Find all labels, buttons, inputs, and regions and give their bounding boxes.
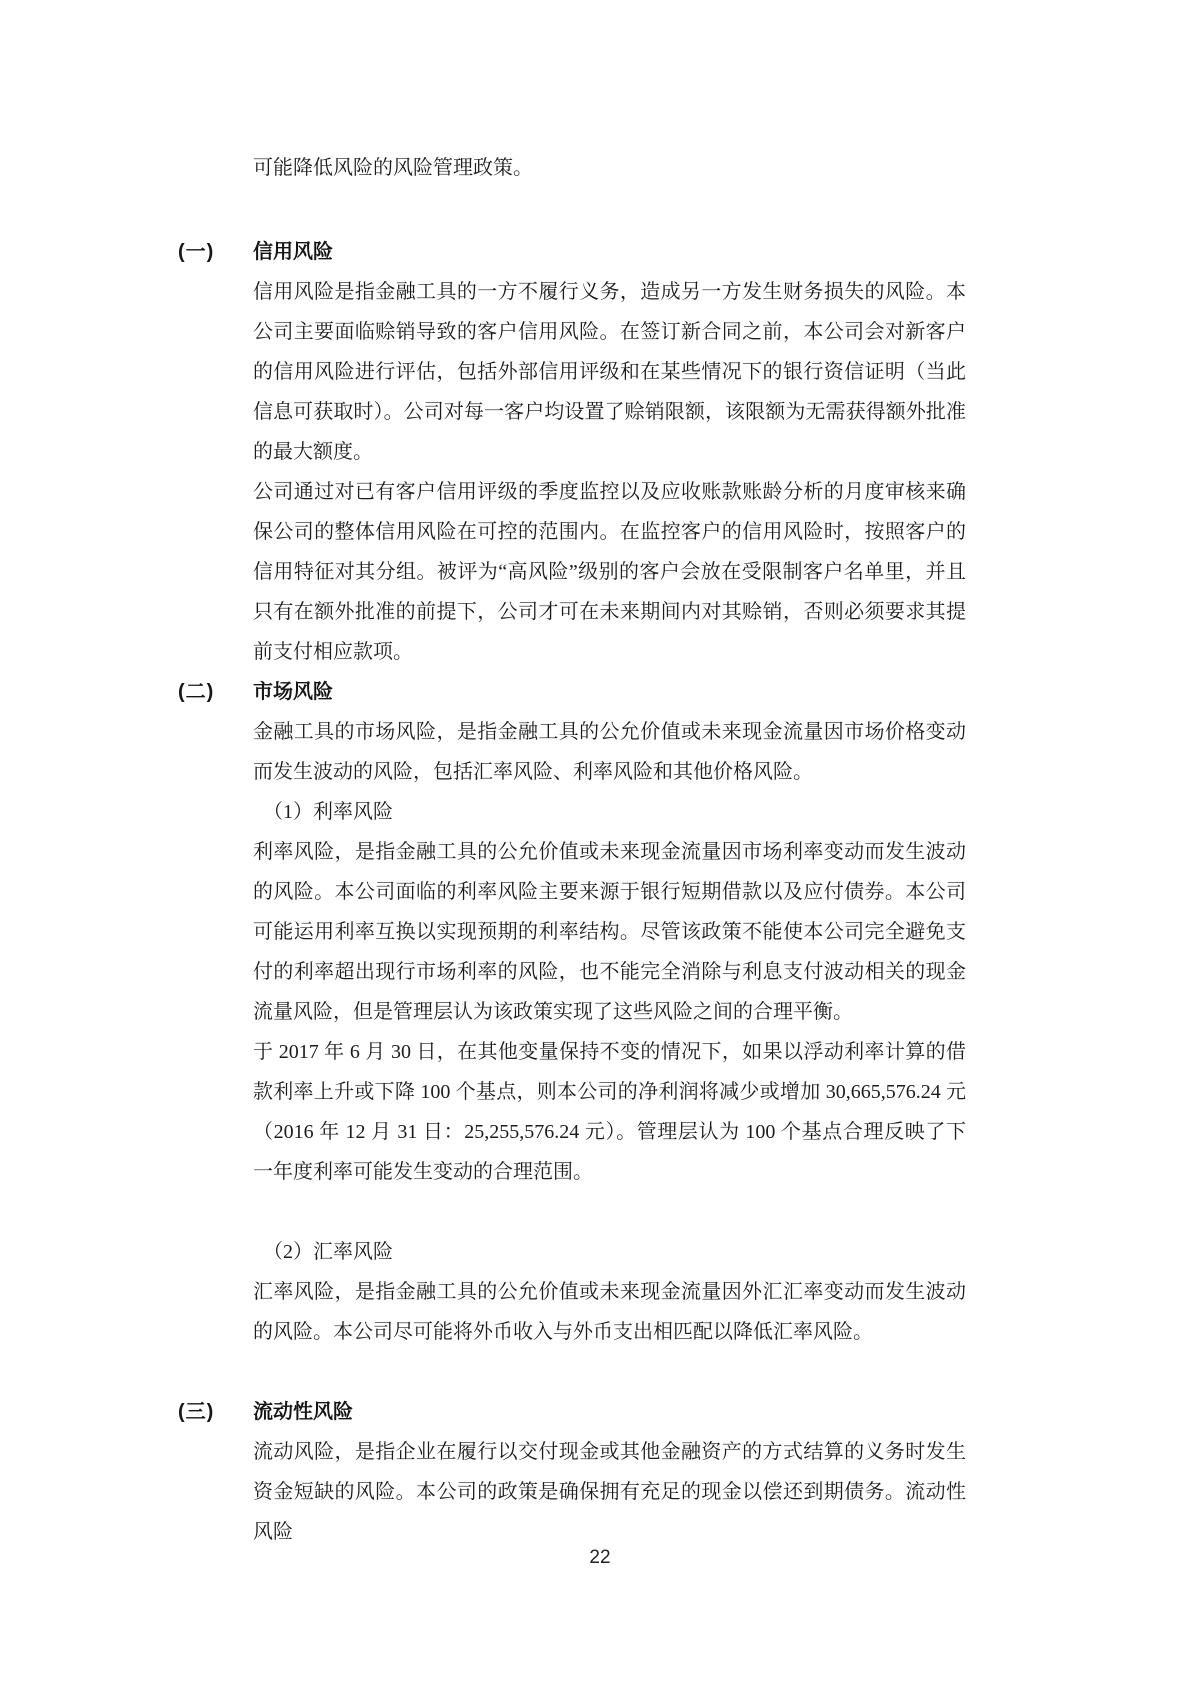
interest-rate-risk-paragraph-1: 利率风险，是指金融工具的公允价值或未来现金流量因市场利率变动而发生波动的风险。本公司面临的利率风险主要来源于银行短期借款以及应付债券。本公司可能运用利率互换以实现预期的利率结构。尽管该政策不能使本公司完全避免支付的利率超出现行市场利率的风险，也不能完全消除与利息支付波动相关的现金流量风险，但是管理层认为该政策实现了这些风险之间的合理平衡。 bbox=[253, 841, 966, 1023]
subsection-label-interest-rate-risk: （1）利率风险 bbox=[263, 801, 393, 823]
section-title: 流动性风险 bbox=[253, 1401, 353, 1423]
blank-line bbox=[253, 1192, 966, 1232]
document-body bbox=[178, 148, 966, 1552]
section-heading-credit-risk bbox=[178, 232, 966, 272]
market-risk-lead-paragraph: 金融工具的市场风险，是指金融工具的公允价值或未来现金流量因市场价格变动而发生波动的风险，包括汇率风险、利率风险和其他价格风险。 bbox=[253, 721, 966, 783]
blank-line bbox=[253, 1352, 966, 1392]
section-title: 信用风险 bbox=[253, 241, 333, 263]
section-title: 市场风险 bbox=[253, 681, 333, 703]
credit-risk-paragraph-2: 公司通过对已有客户信用评级的季度监控以及应收账款账龄分析的月度审核来确保公司的整体信用风险在可控的范围内。在监控客户的信用风险时，按照客户的信用特征对其分组。被评为“高风险”级别的客户会放在受限制客户名单里，并且只有在额外批准的前提下，公司才可在未来期间内对其赊销，否则必须要求其提前支付相应款项。 bbox=[253, 481, 966, 663]
section-number: (三) bbox=[178, 1401, 215, 1423]
exchange-rate-risk-paragraph: 汇率风险，是指金融工具的公允价值或未来现金流量因外汇汇率变动而发生波动的风险。本公司尽可能将外币收入与外币支出相匹配以降低汇率风险。 bbox=[253, 1281, 966, 1343]
section-number: (一) bbox=[178, 241, 215, 263]
page-number: 22 bbox=[589, 1547, 611, 1568]
liquidity-risk-paragraph: 流动风险，是指企业在履行以交付现金或其他金融资产的方式结算的义务时发生资金短缺的风险。本公司的政策是确保拥有充足的现金以偿还到期债务。流动性风险 bbox=[253, 1441, 966, 1543]
interest-rate-risk-paragraph-2: 于 2017 年 6 月 30 日，在其他变量保持不变的情况下，如果以浮动利率计算的借款利率上升或下降 100 个基点，则本公司的净利润将减少或增加 30,665,576.24 元（2016 年 12 月 31 日：25,255,576.24 元）。管理层认为 100 个基点合理反映了下一年度利率可能发生变动的合理范围。 bbox=[253, 1041, 966, 1183]
intro-paragraph: 可能降低风险的风险管理政策。 bbox=[253, 157, 533, 179]
section-heading-market-risk bbox=[178, 672, 966, 712]
credit-risk-paragraph-1: 信用风险是指金融工具的一方不履行义务，造成另一方发生财务损失的风险。本公司主要面临赊销导致的客户信用风险。在签订新合同之前，本公司会对新客户的信用风险进行评估，包括外部信用评级和在某些情况下的银行资信证明（当此信息可获取时）。公司对每一客户均设置了赊销限额，该限额为无需获得额外批准的最大额度。 bbox=[253, 281, 966, 463]
section-number: (二) bbox=[178, 681, 215, 703]
subsection-label-exchange-rate-risk: （2）汇率风险 bbox=[263, 1241, 393, 1263]
section-heading-liquidity-risk bbox=[178, 1392, 966, 1432]
